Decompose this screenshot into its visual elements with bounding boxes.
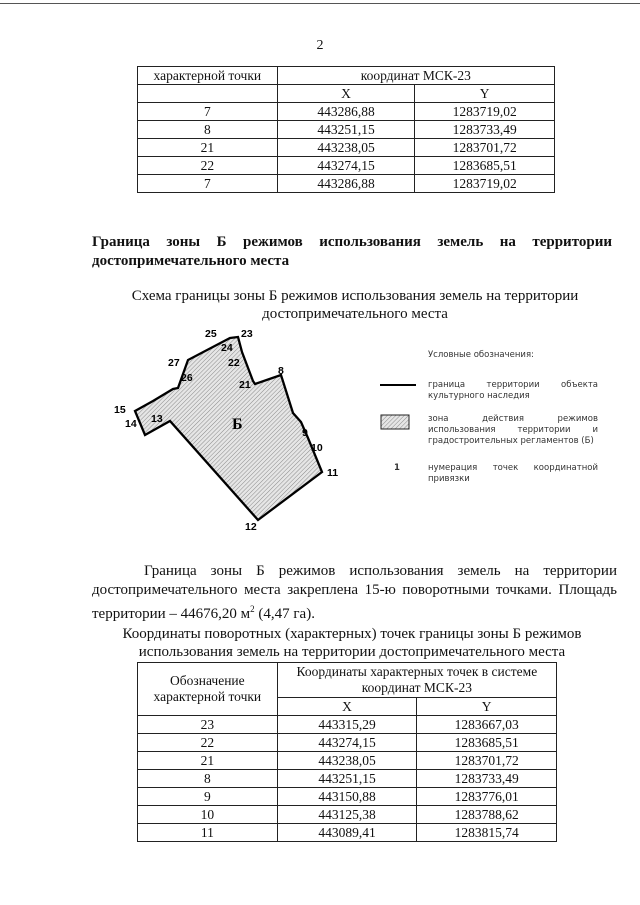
y-cell: 1283788,62 [417,806,557,824]
y-cell: 1283701,72 [417,752,557,770]
table2-header-coords: Координаты характерных точек в системе координат МСК-23 [277,663,556,698]
table1-header-empty [138,85,278,103]
table2-header-y: Y [417,698,557,716]
point-label: 14 [125,418,137,430]
page-number: 2 [316,38,324,53]
y-cell: 1283815,74 [417,824,557,842]
point-label: 8 [278,365,284,377]
table-row [138,121,555,139]
x-cell: 443089,41 [277,824,417,842]
zone-label: Б [232,416,243,433]
y-cell: 1283733,49 [417,770,557,788]
square-superscript: 2 [250,604,255,614]
point-label: 10 [311,442,323,454]
y-cell: 1283733,49 [415,121,555,139]
point-cell: 21 [138,139,278,157]
legend-title: Условные обозначения: [428,350,534,360]
legend-numbering-text: нумерация точек координатной привязки [428,463,598,484]
table2-title: Координаты поворотных (характерных) точек границы зоны Б режимов использования земель на территории достопримечательного места [122,626,582,660]
zone-boundary-diagram [108,325,368,540]
section-heading: Граница зоны Б режимов использования земель на территории достопримечательного места [92,234,612,269]
x-cell: 443251,15 [277,121,415,139]
y-cell: 1283667,03 [417,716,557,734]
y-cell: 1283719,02 [415,103,555,121]
x-cell: 443274,15 [277,157,415,175]
x-cell: 443238,05 [277,752,417,770]
boundary-line-symbol [380,384,416,386]
point-cell: 11 [138,824,278,842]
x-cell: 443315,29 [277,716,417,734]
top-rule [0,3,640,4]
point-label: 21 [239,379,251,391]
table1-header-x: X [277,85,415,103]
x-cell: 443251,15 [277,770,417,788]
table-row [138,139,555,157]
numbering-symbol: 1 [394,463,400,473]
y-cell: 1283685,51 [415,157,555,175]
x-cell: 443125,38 [277,806,417,824]
table2-header-point: Обозначение характерной точки [138,663,278,716]
y-cell: 1283685,51 [417,734,557,752]
point-label: 15 [114,404,126,416]
point-cell: 8 [138,770,278,788]
x-cell: 443238,05 [277,139,415,157]
point-cell: 9 [138,788,278,806]
table-row [138,752,557,770]
point-cell: 21 [138,752,278,770]
table2-header-x: X [277,698,417,716]
x-cell: 443274,15 [277,734,417,752]
coordinates-table-continued [137,66,555,193]
point-label: 22 [228,357,240,369]
y-cell: 1283719,02 [415,175,555,193]
point-label: 9 [302,427,308,439]
x-cell: 443286,88 [277,103,415,121]
table-row [138,157,555,175]
scheme-title: Схема границы зоны Б режимов использования земель на территории достопримечательного места [131,288,579,322]
table-row [138,806,557,824]
point-label: 11 [327,467,339,479]
point-cell: 22 [138,734,278,752]
table-row [138,788,557,806]
x-cell: 443286,88 [277,175,415,193]
table1-header-point: характерной точки [138,67,278,85]
table-row [138,175,555,193]
point-label: 13 [151,413,163,425]
point-label: 24 [221,342,233,354]
y-cell: 1283701,72 [415,139,555,157]
point-cell: 8 [138,121,278,139]
point-label: 26 [181,372,193,384]
legend-boundary-text: граница территории объекта культурного наследия [428,380,598,401]
table-row [138,734,557,752]
point-cell: 22 [138,157,278,175]
table-row [138,770,557,788]
area-paragraph [92,562,617,624]
point-label: 12 [245,521,257,533]
point-cell: 7 [138,103,278,121]
table1-header-y: Y [415,85,555,103]
point-label: 23 [241,328,253,340]
point-cell: 23 [138,716,278,734]
point-cell: 7 [138,175,278,193]
paragraph-text: Граница зоны Б режимов использования земель на территории достопримечательного места закреплена 15-ю поворотными точками. Площадь территории – 44676,20 м [92,563,617,622]
hatch-swatch-symbol [380,414,416,430]
y-cell: 1283776,01 [417,788,557,806]
legend-zone-text: зона действия режимов использования территории и градостроительных регламентов (Б) [428,414,598,446]
paragraph-tail: (4,47 га). [254,606,315,622]
table-row [138,103,555,121]
point-cell: 10 [138,806,278,824]
table-row [138,824,557,842]
coordinates-table [137,662,557,842]
x-cell: 443150,88 [277,788,417,806]
point-label: 25 [205,328,217,340]
table1-header-coords: координат МСК-23 [277,67,554,85]
table-row [138,716,557,734]
point-label: 27 [168,357,180,369]
